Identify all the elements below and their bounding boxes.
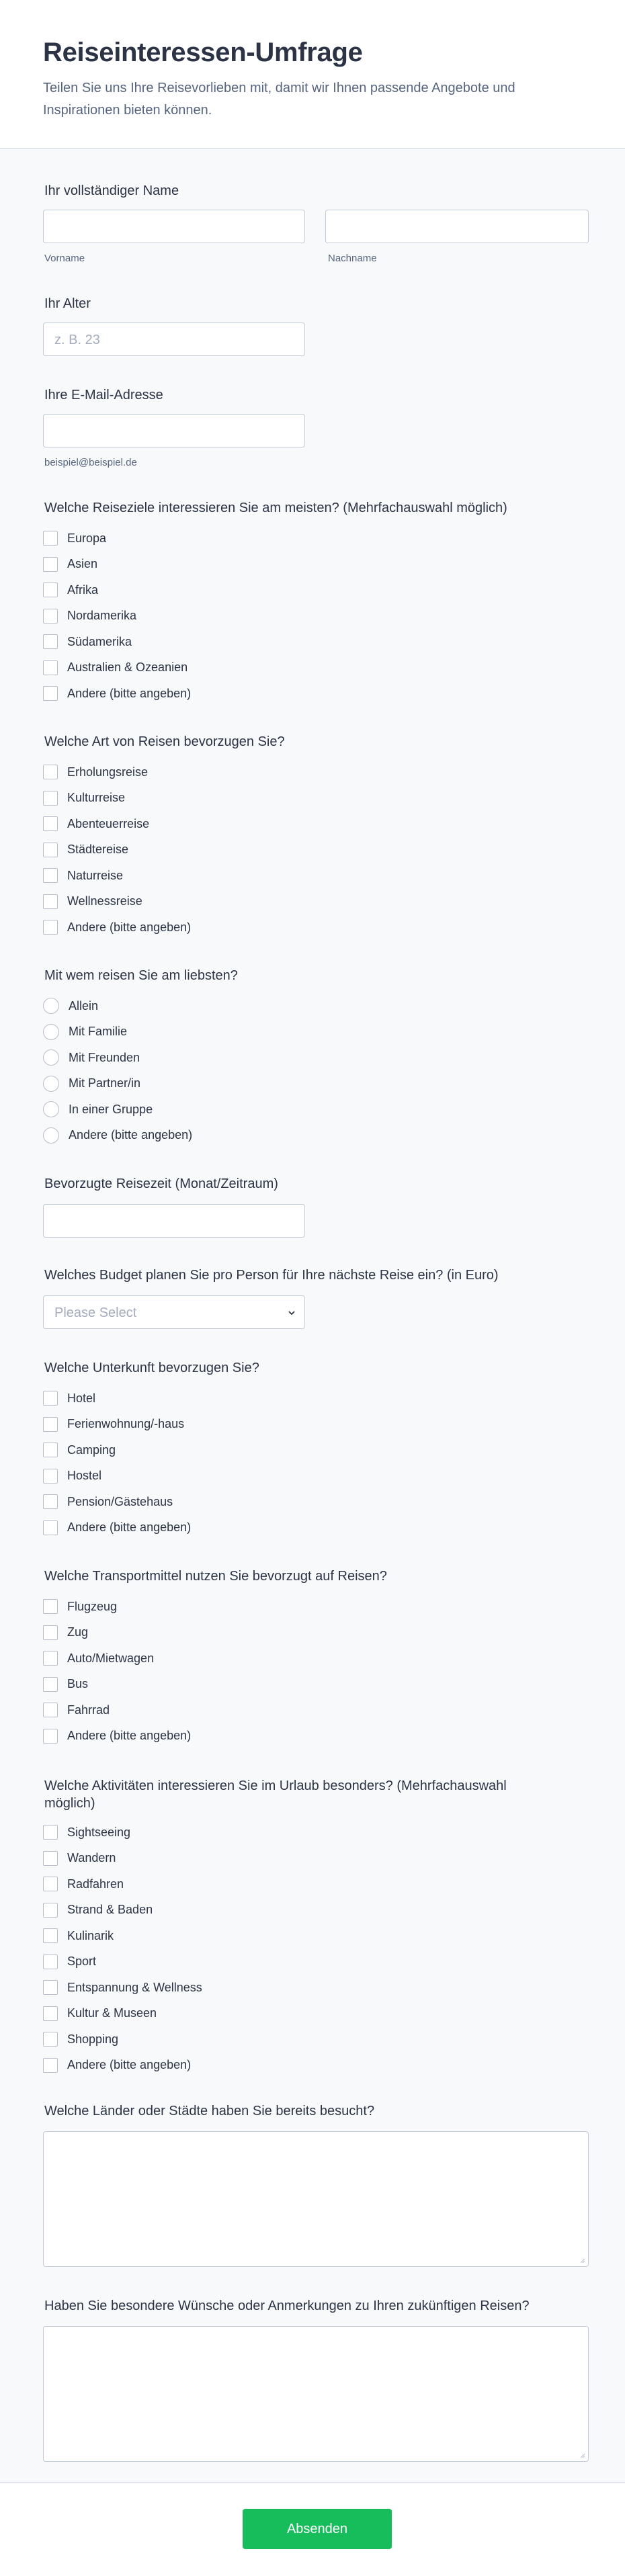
wishes-textarea[interactable] — [43, 2326, 589, 2462]
destinations-option[interactable] — [43, 528, 106, 548]
accommodation-option[interactable] — [43, 1492, 173, 1512]
destinations-option[interactable] — [43, 632, 132, 652]
option-label: Camping — [67, 1443, 116, 1457]
checkbox[interactable] — [43, 1877, 58, 1891]
email-label: Ihre E-Mail-Adresse — [44, 388, 163, 402]
option-label: Pension/Gästehaus — [67, 1494, 173, 1508]
checkbox[interactable] — [43, 1980, 58, 1995]
trip-type-option[interactable] — [43, 814, 149, 834]
option-label: Mit Partner/in — [69, 1076, 141, 1090]
destinations-option[interactable] — [43, 658, 188, 678]
form-header — [0, 0, 625, 149]
radio-button[interactable] — [43, 1076, 59, 1092]
transport-option[interactable] — [43, 1726, 191, 1746]
checkbox[interactable] — [43, 1955, 58, 1969]
checkbox[interactable] — [43, 1651, 58, 1666]
email-sublabel: beispiel@beispiel.de — [44, 457, 137, 468]
companions-option[interactable] — [43, 1099, 153, 1119]
travel-time-input[interactable] — [43, 1204, 305, 1238]
companions-label: Mit wem reisen Sie am liebsten? — [44, 968, 238, 983]
checkbox[interactable] — [43, 2058, 58, 2073]
first-name-input[interactable] — [43, 210, 305, 243]
activities-option[interactable] — [43, 1977, 202, 1998]
checkbox[interactable] — [43, 1599, 58, 1614]
checkbox[interactable] — [43, 686, 58, 701]
checkbox[interactable] — [43, 2006, 58, 2021]
option-label: Mit Freunden — [69, 1050, 140, 1064]
accommodation-label: Welche Unterkunft bevorzugen Sie? — [44, 1361, 259, 1375]
option-label: Sport — [67, 1955, 97, 1968]
option-label: Kulturreise — [67, 791, 126, 804]
option-label: Erholungsreise — [67, 765, 149, 779]
trip-type-option[interactable] — [43, 788, 125, 808]
option-label: Sightseeing — [67, 1825, 131, 1839]
option-label: Kultur & Museen — [67, 2006, 157, 2020]
budget-label: Welches Budget planen Sie pro Person für Ihre nächste Reise ein? (in Euro) — [44, 1268, 499, 1283]
checkbox[interactable] — [43, 1443, 58, 1457]
checkbox[interactable] — [43, 868, 58, 883]
option-label: Asien — [67, 557, 98, 570]
travel-time-label: Bevorzugte Reisezeit (Monat/Zeitraum) — [44, 1176, 278, 1191]
companions-option[interactable] — [43, 1125, 192, 1146]
transport-label: Welche Transportmittel nutzen Sie bevorzugt auf Reisen? — [44, 1569, 387, 1584]
accommodation-option[interactable] — [43, 1518, 191, 1538]
trip-type-option[interactable] — [43, 917, 191, 937]
visited-textarea[interactable] — [43, 2131, 589, 2267]
wishes-label: Haben Sie besondere Wünsche oder Anmerkungen zu Ihren zukünftigen Reisen? — [44, 2299, 530, 2313]
destinations-option[interactable] — [43, 606, 136, 626]
checkbox[interactable] — [43, 1417, 58, 1432]
radio-button[interactable] — [43, 998, 59, 1014]
option-label: Kulinarik — [67, 1928, 114, 1942]
option-label: Städtereise — [67, 843, 129, 856]
trip-type-option[interactable] — [43, 762, 148, 782]
option-label: In einer Gruppe — [69, 1102, 153, 1116]
checkbox[interactable] — [43, 1825, 58, 1840]
age-placeholder: z. B. 23 — [54, 333, 100, 347]
radio-button[interactable] — [43, 1127, 59, 1144]
transport-option[interactable] — [43, 1596, 117, 1617]
option-label: Andere (bitte angeben) — [67, 920, 192, 934]
resize-grip-icon[interactable] — [579, 2257, 585, 2264]
companions-option[interactable] — [43, 996, 98, 1016]
page-description: Teilen Sie uns Ihre Reisevorlieben mit, damit wir Ihnen passende Angebote und Inspirationen bieten können. — [43, 81, 515, 118]
option-label: Auto/Mietwagen — [67, 1651, 155, 1665]
option-label: Ferienwohnung/-haus — [67, 1417, 185, 1430]
checkbox[interactable] — [43, 816, 58, 831]
destinations-option[interactable] — [43, 580, 98, 600]
form-footer — [0, 2482, 625, 2576]
checkbox[interactable] — [43, 609, 58, 624]
checkbox[interactable] — [43, 1729, 58, 1744]
activities-option[interactable] — [43, 1874, 124, 1894]
checkbox[interactable] — [43, 660, 58, 675]
last-name-sublabel: Nachname — [328, 253, 377, 264]
checkbox[interactable] — [43, 1677, 58, 1692]
option-label: Radfahren — [67, 1877, 124, 1891]
checkbox[interactable] — [43, 1851, 58, 1866]
checkbox[interactable] — [43, 583, 58, 597]
radio-button[interactable] — [43, 1049, 59, 1066]
checkbox[interactable] — [43, 1928, 58, 1943]
option-label: Bus — [67, 1677, 89, 1690]
option-label: Mit Familie — [69, 1025, 128, 1038]
accommodation-option[interactable] — [43, 1440, 116, 1460]
activities-option[interactable] — [43, 2004, 157, 2024]
visited-label: Welche Länder oder Städte haben Sie bereits besucht? — [44, 2104, 375, 2118]
activities-option[interactable] — [43, 1822, 130, 1842]
chevron-down-icon — [287, 1308, 296, 1318]
last-name-input[interactable] — [325, 210, 589, 243]
activities-label-line2: möglich) — [44, 1796, 95, 1811]
option-label: Shopping — [67, 2032, 119, 2046]
checkbox[interactable] — [43, 1520, 58, 1535]
option-label: Australien & Ozeanien — [67, 660, 188, 674]
accommodation-option[interactable] — [43, 1466, 101, 1486]
checkbox[interactable] — [43, 531, 58, 546]
activities-option[interactable] — [43, 1848, 116, 1869]
radio-button[interactable] — [43, 1024, 59, 1040]
option-label: Naturreise — [67, 868, 124, 882]
companions-option[interactable] — [43, 1074, 140, 1094]
accommodation-option[interactable] — [43, 1388, 95, 1408]
activities-option[interactable] — [43, 2055, 191, 2075]
accommodation-option[interactable] — [43, 1414, 184, 1434]
trip-type-option[interactable] — [43, 892, 142, 912]
age-input[interactable] — [43, 323, 305, 356]
first-name-sublabel: Vorname — [44, 253, 85, 264]
trip-type-option[interactable] — [43, 865, 123, 886]
option-label: Allein — [69, 998, 99, 1013]
option-label: Abenteuerreise — [67, 816, 150, 830]
checkbox[interactable] — [43, 791, 58, 806]
option-label: Andere (bitte angeben) — [67, 2058, 192, 2071]
destinations-label: Welche Reiseziele interessieren Sie am meisten? (Mehrfachauswahl möglich) — [44, 501, 507, 515]
trip-type-option[interactable] — [43, 840, 128, 860]
checkbox[interactable] — [43, 1494, 58, 1509]
transport-option[interactable] — [43, 1623, 88, 1643]
checkbox[interactable] — [43, 843, 58, 857]
checkbox[interactable] — [43, 634, 58, 649]
checkbox[interactable] — [43, 2032, 58, 2047]
option-label: Flugzeug — [67, 1599, 118, 1613]
option-label: Andere (bitte angeben) — [67, 686, 192, 700]
option-label: Entspannung & Wellness — [67, 1980, 202, 1994]
checkbox[interactable] — [43, 1703, 58, 1717]
option-label: Wellnessreise — [67, 894, 142, 908]
activities-option[interactable] — [43, 2029, 118, 2049]
option-label: Wandern — [67, 1851, 116, 1864]
companions-option[interactable] — [43, 1047, 140, 1068]
email-input[interactable] — [43, 414, 305, 447]
destinations-option[interactable] — [43, 554, 97, 574]
option-label: Andere (bitte angeben) — [67, 1520, 192, 1534]
checkbox[interactable] — [43, 894, 58, 909]
checkbox[interactable] — [43, 1903, 58, 1918]
age-label: Ihr Alter — [44, 296, 91, 311]
name-label: Ihr vollständiger Name — [44, 183, 179, 198]
checkbox[interactable] — [43, 1391, 58, 1406]
activities-option[interactable] — [43, 1952, 96, 1972]
option-label: Südamerika — [67, 634, 132, 648]
option-label: Europa — [67, 531, 107, 545]
budget-placeholder: Please Select — [54, 1305, 137, 1320]
activities-label-line1: Welche Aktivitäten interessieren Sie im Urlaub besonders? (Mehrfachauswahl — [44, 1778, 507, 1793]
option-label: Zug — [67, 1625, 89, 1639]
trip-type-label: Welche Art von Reisen bevorzugen Sie? — [44, 734, 285, 749]
option-label: Hostel — [67, 1469, 102, 1482]
option-label: Strand & Baden — [67, 1903, 153, 1916]
option-label: Andere (bitte angeben) — [69, 1128, 193, 1142]
resize-grip-icon[interactable] — [579, 2452, 585, 2458]
option-label: Afrika — [67, 583, 99, 597]
checkbox[interactable] — [43, 1625, 58, 1640]
option-label: Hotel — [67, 1391, 96, 1405]
transport-option[interactable] — [43, 1700, 110, 1720]
companions-option[interactable] — [43, 1022, 127, 1042]
submit-button[interactable]: Absenden — [243, 2509, 392, 2549]
activities-option[interactable] — [43, 1926, 114, 1946]
activities-option[interactable] — [43, 1900, 153, 1920]
budget-select[interactable] — [43, 1295, 305, 1329]
radio-button[interactable] — [43, 1101, 59, 1117]
option-label: Andere (bitte angeben) — [67, 1729, 192, 1742]
checkbox[interactable] — [43, 1469, 58, 1484]
destinations-option[interactable] — [43, 683, 191, 703]
checkbox[interactable] — [43, 765, 58, 779]
checkbox[interactable] — [43, 557, 58, 572]
option-label: Nordamerika — [67, 609, 137, 622]
transport-option[interactable] — [43, 1648, 154, 1668]
page-title: Reiseinteressen-Umfrage — [43, 38, 363, 67]
option-label: Fahrrad — [67, 1703, 110, 1717]
checkbox[interactable] — [43, 920, 58, 935]
transport-option[interactable] — [43, 1674, 88, 1694]
